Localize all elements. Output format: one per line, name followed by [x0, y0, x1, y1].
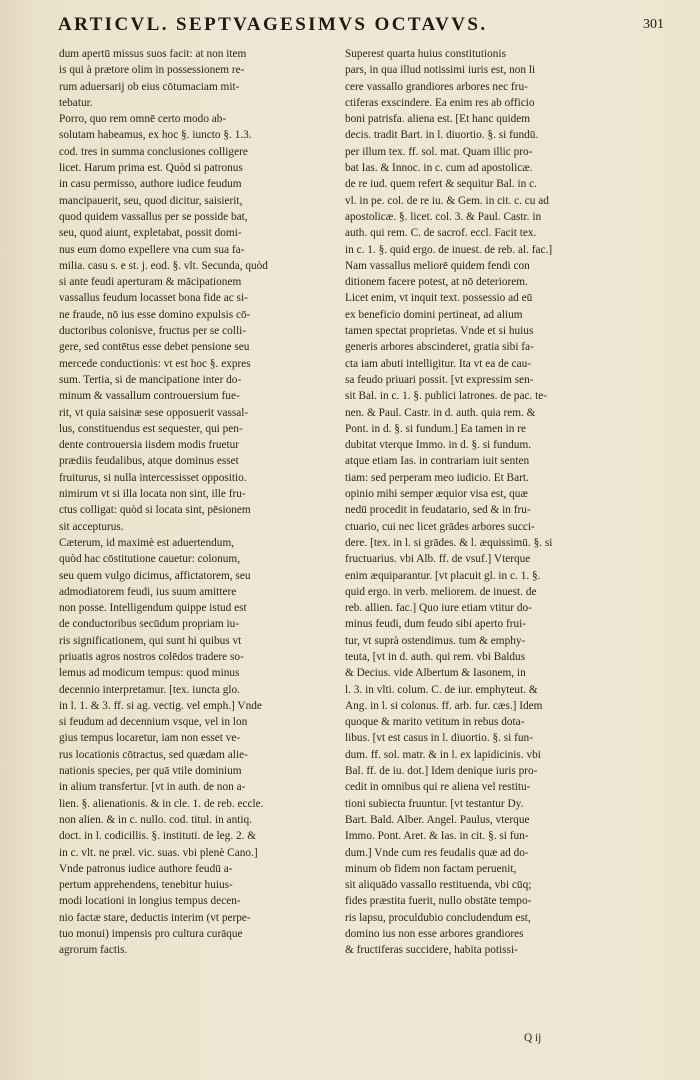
text-line: apostolicæ. §. licet. col. 3. & Paul. Castr. in — [345, 210, 542, 223]
text-line: non alien. & in c. nullo. cod. titul. in antiq. — [59, 813, 252, 826]
left-column — [59, 46, 331, 959]
text-line: fides præstita fuerit, nullo obstāte tempo- — [345, 895, 532, 908]
text-line: Porro, quo rem omnē certo modo ab- — [59, 113, 227, 126]
text-line: vassallus feudum locasset bona fide ac si- — [59, 292, 248, 305]
text-line: decennio interpretamur. [tex. iuncta glo. — [59, 683, 240, 696]
text-line: Superest quarta huius constitutionis — [345, 48, 506, 60]
text-line: nedū procedit in feudatario, sed & in fru- — [345, 504, 531, 517]
text-line: tebatur. — [59, 96, 93, 109]
text-line: Bart. Bald. Alber. Angel. Paulus, vterque — [345, 813, 530, 826]
text-line: teuta, [vt in d. auth. qui rem. vbi Baldus — [345, 650, 526, 663]
text-line: mercede conductionis: vt est hoc §. expres — [59, 357, 251, 370]
text-line: ex beneficio domini pertineat, ad alium — [345, 308, 523, 321]
text-line: in c. 1. §. quid ergo. de inuest. de reb. al. fac.] — [345, 243, 553, 256]
text-line: agrorum factis. — [59, 944, 128, 957]
text-line: Licet enim, vt inquit text. possessio ad eū — [345, 292, 533, 305]
text-line: vl. in pe. col. de re iu. & Gem. in cit. c. cu ad — [345, 194, 549, 207]
text-line: cod. tres in summa conclusiones colligere — [59, 145, 248, 158]
page-header — [58, 14, 678, 42]
text-line: cere vassallo grandiores arbores nec fru- — [345, 80, 528, 93]
text-line: ne fraude, nō ius esse domino expulsis cō- — [59, 308, 251, 321]
text-line: pars, in qua illud notissimi iuris est, non li — [345, 64, 536, 77]
text-line: nus eum domo expellere vna cum sua fa- — [59, 243, 245, 256]
text-line: sit accepturus. — [59, 520, 124, 533]
text-line: per illum tex. ff. sol. mat. Quam illic pro- — [345, 145, 533, 158]
text-line: gere, sed contētus esse debet pensione seu — [59, 341, 250, 354]
text-line: ctiferas exscindere. Ea enim res ab officio — [345, 96, 535, 109]
text-line: tioni subiecta fruuntur. [vt testantur Dy. — [345, 797, 524, 810]
text-line: Ang. in l. si colonus. ff. arb. fur. cæs.] Idem — [345, 699, 543, 712]
text-line: cedit in omnibus qui re aliena vel restitu- — [345, 781, 531, 794]
text-line: si ante feudi aperturam & mācipationem — [59, 276, 242, 289]
text-line: fructuarius. vbi Alb. ff. de vsuf.] Vterque — [345, 553, 531, 566]
text-line: generis arbores abscinderet, gratia sibi fa- — [345, 341, 534, 354]
text-line: Immo. Pont. Aret. & Ias. in cit. §. si fun- — [345, 830, 529, 843]
text-line: de re iud. quem refert & sequitur Bal. in c. — [345, 178, 537, 191]
text-line: nen. & Paul. Castr. in d. auth. quia rem. & — [345, 406, 536, 419]
text-line: & Decius. vide Albertum & Iasonem, in — [345, 667, 526, 680]
text-line: dum. ff. sol. matr. & in l. ex lapidicinis. vbi — [345, 748, 541, 761]
text-line: de conductoribus secūdum propriam iu- — [59, 618, 240, 631]
text-line: in alium transfertur. [vt in auth. de non a- — [59, 781, 246, 794]
text-line: sum. Tertia, si de mancipatione inter do- — [59, 373, 242, 386]
text-line: in c. vlt. ne præl. vic. suas. vbi plenè Cano.] — [59, 846, 258, 859]
text-line: dum.] Vnde cum res feudalis quæ ad do- — [345, 846, 529, 859]
text-line: quòd hac cōstitutione cauetur: colonum, — [59, 553, 241, 566]
text-line: tur, vt suprà ostendimus. tum & emphy- — [345, 634, 526, 647]
text-line: fruiturus, si nulla intercessisset oppositio. — [59, 471, 247, 484]
text-line: sa feudo priuari possit. [vt expressim sen- — [345, 373, 534, 386]
text-line: ris significationem, qui sunt hi quibus vt — [59, 634, 242, 647]
text-line: seu, quod aiunt, expletabat, possit domi- — [59, 227, 242, 240]
text-line: dere. [tex. in l. si grādes. & l. æquissimū. §. si — [345, 536, 553, 549]
text-line: gius tempus locaretur, iam non esset ve- — [59, 732, 241, 745]
text-line: admodiatorem feudi, ius suum amittere — [59, 585, 237, 598]
text-line: tiam: sed perperam meo iudicio. Et Bart. — [345, 471, 529, 484]
text-line: Cæterum, id maximè est aduertendum, — [59, 536, 235, 549]
text-line: dum apertū missus suos facit: at non item — [59, 48, 247, 60]
text-line: opinio mihi semper æquior visa est, quæ — [345, 488, 528, 501]
text-line: minus feudi, dum feudo sibi aperto frui- — [345, 618, 527, 631]
text-line: in l. 1. & 3. ff. si ag. vectig. vel emph.] Vnde — [59, 699, 262, 712]
text-line: lemus ad modicum tempus: quod minus — [59, 667, 240, 680]
text-line: si feudum ad decennium vsque, vel in lon — [59, 716, 248, 729]
text-line: auth. qui rem. C. de sacrof. eccl. Facit tex. — [345, 227, 537, 240]
text-line: doct. in l. codicillis. §. instituti. de leg. 2. & — [59, 830, 257, 843]
text-line: boni patrisfa. aliena est. [Et hanc quidem — [345, 113, 531, 126]
text-line: minum & vassallum controuersium fue- — [59, 390, 240, 403]
text-line: Pont. in d. §. si fundum.] Ea tamen in re — [345, 422, 527, 435]
text-line: ris lapsu, proculdubio concludendum est, — [345, 911, 531, 924]
text-line: seu quem vulgo dicimus, affictatorem, seu — [59, 569, 251, 582]
text-line: prædiis feudalibus, atque dominus esset — [59, 455, 239, 468]
text-line: nio factæ stare, deductis interim (vt perpe- — [59, 911, 251, 924]
page-number: 301 — [643, 17, 664, 32]
text-line: nimirum vt si illa locata non sint, ille fru- — [59, 488, 246, 501]
text-line: lien. §. alienationis. & in cle. 1. de reb. eccle. — [59, 797, 264, 810]
text-line: domino ius non esse arbores grandiores — [345, 928, 524, 941]
text-line: rus locationis cōtractus, sed quædam alie- — [59, 748, 248, 761]
text-line: decis. tradit Bart. in l. diuortio. §. si fundū. — [345, 129, 539, 142]
text-line: quod quidem vassallus per se posside bat, — [59, 210, 248, 223]
text-line: enim æquiparantur. [vt placuit gl. in c. 1. §. — [345, 569, 541, 582]
text-line: lus, constituendus est sequester, qui pen- — [59, 422, 243, 435]
text-line: is qui à prætore olim in possessionem re- — [59, 64, 245, 77]
text-line: ductoribus colonisve, fructus per se colli- — [59, 325, 246, 338]
text-line: solutam habeamus, ex hoc §. iuncto §. 1.3. — [59, 129, 252, 142]
text-line: tamen spectat proprietas. Vnde et si huius — [345, 325, 534, 338]
text-line: bat Ias. & Innoc. in c. cum ad apostolicæ. — [345, 162, 533, 175]
text-line: priuatis agros nostros colēdos tradere so- — [59, 650, 244, 663]
text-line: ditionem facere potest, at nō deteriorem. — [345, 276, 528, 289]
right-column — [345, 46, 617, 959]
text-line: Nam vassallus meliorē quidem fendi con — [345, 259, 530, 272]
text-line: atque etiam Ias. in contrariam iuit senten — [345, 455, 530, 468]
text-line: non posse. Intelligendum quippe istud est — [59, 602, 247, 615]
text-line: in casu permisso, authore iudice feudum — [59, 178, 242, 191]
text-line: cta iam abuti intelligitur. Ita vt ea de cau- — [345, 357, 532, 370]
text-line: mancipauerit, seu, quod dicitur, saisierit, — [59, 194, 243, 207]
text-line: minum ob fidem non factam peruenit, — [345, 862, 517, 875]
text-line: rit, vt quia saisinæ sese opposuerit vassal- — [59, 406, 249, 419]
text-line: modi locationi in longius tempus decen- — [59, 895, 241, 908]
text-line: dubitat vterque Immo. in d. §. si fundum. — [345, 439, 532, 452]
text-line: quid ergo. in verb. meliorem. de inuest. de — [345, 585, 537, 598]
text-line: dente controuersia iisdem modis fruetur — [59, 439, 240, 452]
text-line: reb. allien. fac.] Quo iure etiam vtitur do- — [345, 602, 532, 615]
running-head: ARTICVL. SEPTVAGESIMVS OCTAVVS. — [58, 14, 488, 35]
catchword: Q ij — [524, 1032, 542, 1044]
text-line: libus. [vt est casus in l. diuortio. §. si fun- — [345, 732, 533, 745]
text-line: licet. Harum prima est. Quòd si patronus — [59, 162, 243, 175]
text-line: sit Bal. in c. 1. §. publici latrones. de pac. te- — [345, 390, 548, 403]
text-line: ctus colligat: quòd si locata sint, pēsionem — [59, 504, 251, 517]
text-line: & fructiferas succidere, habita potissi- — [345, 944, 518, 957]
text-line: ctuario, cui nec licet grādes arbores succi- — [345, 520, 535, 533]
text-line: Bal. ff. de iu. dot.] Idem denique iuris pro- — [345, 765, 538, 778]
text-line: rum aduersarij ob eius cōtumaciam mit- — [59, 80, 240, 93]
text-line: tuo monui) impensis pro cultura curāque — [59, 928, 243, 941]
text-line: pertum apprehendens, tenebitur huius- — [59, 879, 233, 892]
text-line: nationis species, per quā vtile dominium — [59, 765, 242, 778]
text-line: quoque & marito vetitum in rebus dota- — [345, 716, 525, 729]
text-line: milia. casu s. e st. j. eod. §. vlt. Secunda, quòd — [59, 259, 268, 272]
text-line: sit aliquādo vassallo restituenda, vbi cūq; — [345, 879, 532, 892]
text-line: Vnde patronus iudice authore feudū a- — [59, 862, 233, 875]
text-line: l. 3. in vlti. colum. C. de iur. emphyteut. & — [345, 683, 538, 696]
